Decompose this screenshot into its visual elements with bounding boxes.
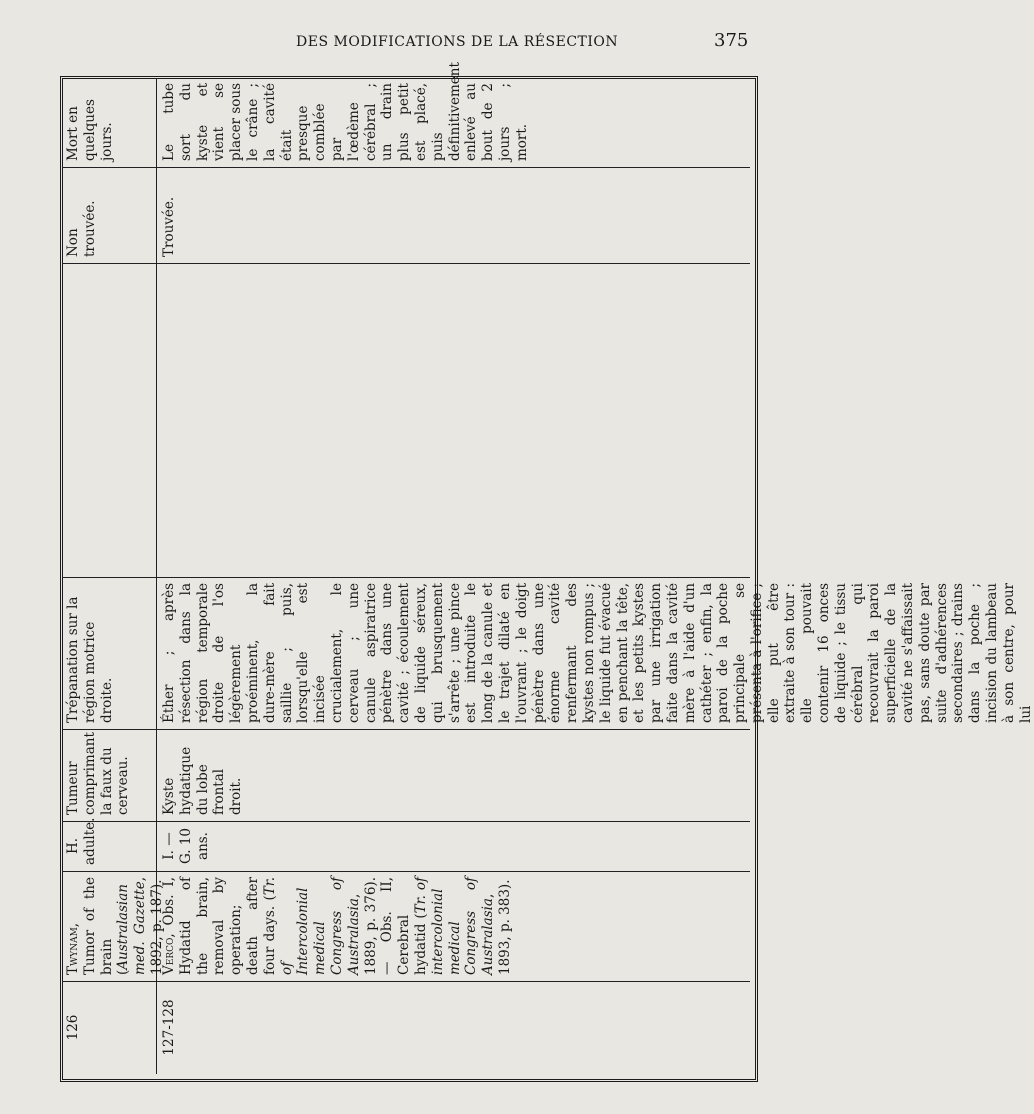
empty-cell xyxy=(157,264,750,578)
tumor-found-cell xyxy=(157,168,750,264)
rotated-table xyxy=(62,62,1034,1074)
operation-cell xyxy=(157,578,1034,730)
row-number: 127-128 xyxy=(161,999,177,1056)
tumor-found-cell xyxy=(62,168,157,264)
result-cell xyxy=(62,78,157,168)
running-head: DES MODIFICATIONS DE LA RÉSECTION xyxy=(296,34,619,50)
author-name: Verco xyxy=(161,937,177,975)
operation-text: Éther ; après résection dans la région temporale droite de l'os légèrement proéminent, la dure-mère fait saillie ; puis, lorsqu'elle est incisée crucialement, le cerveau ; une canule aspiratrice pénètre dans une cavité ; écoulement de liquide séreux, qui brusquement s'arrête ; une pince est introduite le long de la canule et le trajet dilaté en l'ouvrant ; le doigt pénètre dans une énorme cavité renfermant des kystes non rompus ; le liquide fut évacué en penchant la tête, et les petits kystes par une irrigation faite dans la cavité mère à l'aide d'un cathéter ; enfin, la paroi de la poche principale se présenta à l'orifice ; elle put être extraite à son tour : elle pouvait contenir 16 onces de liquide ; le tissu cérébral qui recouvrait la paroi superficielle de la cavité ne s'affaissait pas, sans doute par suite d'adhérences secondaires ; drains dans la poche ; incision du lambeau à son centre, pour lui xyxy=(161,583,1034,723)
row-number: 126 xyxy=(65,1014,81,1041)
journal-name: Australasian med. Gazette xyxy=(115,881,149,975)
source-reference: , 1892, p. 187). xyxy=(132,877,165,975)
author-name: Twynam xyxy=(65,927,81,975)
patient-cell xyxy=(157,822,750,872)
journal-name: Tr. of intercolonial medical Congress of Australasia xyxy=(412,877,497,975)
row-number-cell xyxy=(62,982,157,1074)
source-cell xyxy=(62,872,165,982)
patient-info: H. adulte. xyxy=(65,817,98,865)
operation-text: Trépanation sur la région motrice droite. xyxy=(65,596,115,723)
journal-name: Tr. of Intercolonial medical Congress of Australasia xyxy=(261,877,362,975)
diagnosis-text: Kyste hydatique du lobe frontal droit. xyxy=(161,746,245,815)
source-text: , Obs. I, Hydatid of the brain, removal by operation; death after four days. ( xyxy=(161,877,278,975)
diagnosis-text: Tumeur comprimant la faux du cerveau. xyxy=(65,732,132,815)
source-text: , Tumor of the brain ( xyxy=(65,877,132,975)
source-reference: , 1893, p. 383). xyxy=(480,879,513,975)
patient-info: I. — G. 10 ans. xyxy=(161,827,211,865)
patient-cell xyxy=(62,817,157,872)
empty-cell xyxy=(62,264,157,578)
result-cell xyxy=(157,62,750,168)
source-cell xyxy=(157,872,750,982)
diagnosis-cell xyxy=(62,730,157,822)
operation-cell xyxy=(62,578,157,730)
result-text: Mort en quelques jours. xyxy=(65,99,115,161)
result-text: Le tube sort du kyste et vient se placer sous le crâne ; la cavité était presque comblée par l'œdème cérébral ; un drain plus petit est placé, puis définitivement enlevé au bout de 2 jours ; mort. xyxy=(161,62,530,161)
page-number: 375 xyxy=(714,30,749,51)
source-text: , 1889, p. 376). — Obs. II, Cerebral hydatid ( xyxy=(345,877,429,975)
row-number-cell xyxy=(157,982,750,1074)
tumor-found-text: Non trouvée. xyxy=(65,200,98,257)
observations-table xyxy=(62,62,1034,1074)
tumor-found-text: Trouvée. xyxy=(161,196,177,257)
diagnosis-cell xyxy=(157,730,750,822)
